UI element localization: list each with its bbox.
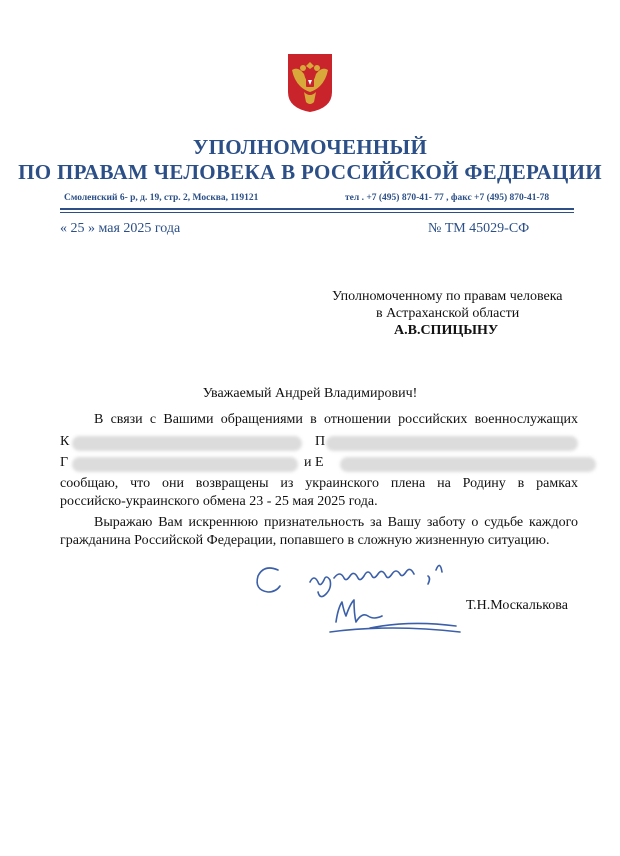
row1-initial-a: К [60,434,70,449]
paragraph2-line2: гражданина Российской Федерации, попавшего в сложную жизненную ситуацию. [60,533,550,548]
redacted-name-block [340,457,596,472]
row2-initial-a: Г [60,455,69,470]
letterhead-address: Смоленский 6- р, д. 19, стр. 2, Москва, 119121 [64,193,259,203]
letterhead-rule [60,208,574,210]
row2-mid: и Е [304,455,324,470]
addressee-name: А.В.СПИЦЫНУ [394,323,499,338]
signer-name: Т.Н.Москалькова [466,598,568,613]
redacted-name-block [326,436,578,451]
letterhead-rule-thin [60,212,574,213]
letterhead-phones: тел . +7 (495) 870-41- 77 , факс +7 (495) 870-41-78 [345,193,550,203]
redacted-names-row1 [60,434,580,452]
redacted-name-block [72,457,298,472]
letterhead-title-line2: ПО ПРАВАМ ЧЕЛОВЕКА В РОССИЙСКОЙ ФЕДЕРАЦИИ [18,160,602,184]
greeting: Уважаемый Андрей Владимирович! [202,386,418,401]
addressee-line1: Уполномоченному по правам человека [332,289,563,304]
row1-initial-b: П [315,434,326,449]
paragraph2-line1 [60,515,578,531]
redacted-names-row2 [60,455,600,473]
paragraph1-line3: сообщаю, что они возвращены из украинского плена на Родину в рамках [60,476,578,491]
redacted-name-block [72,436,302,451]
letter-number: № ТМ 45029-СФ [428,221,530,236]
addressee-line2: в Астраханской области [376,306,520,321]
paragraph1-line1-text: В связи с Вашими обращениями в отношении российских военнослужащих [94,412,578,427]
paragraph1-line1 [60,412,578,428]
paragraph1-line4: российско-украинского обмена 23 - 25 мая 2025 года. [60,494,378,509]
handwritten-signature [250,560,480,660]
letter-date: « 25 » мая 2025 года [60,221,181,236]
russian-coat-of-arms-icon [286,52,334,114]
paragraph2-line1-text: Выражаю Вам искреннюю признательность за Вашу заботу о судьбе каждого [94,515,578,530]
letterhead-title-line1: УПОЛНОМОЧЕННЫЙ [192,135,428,159]
